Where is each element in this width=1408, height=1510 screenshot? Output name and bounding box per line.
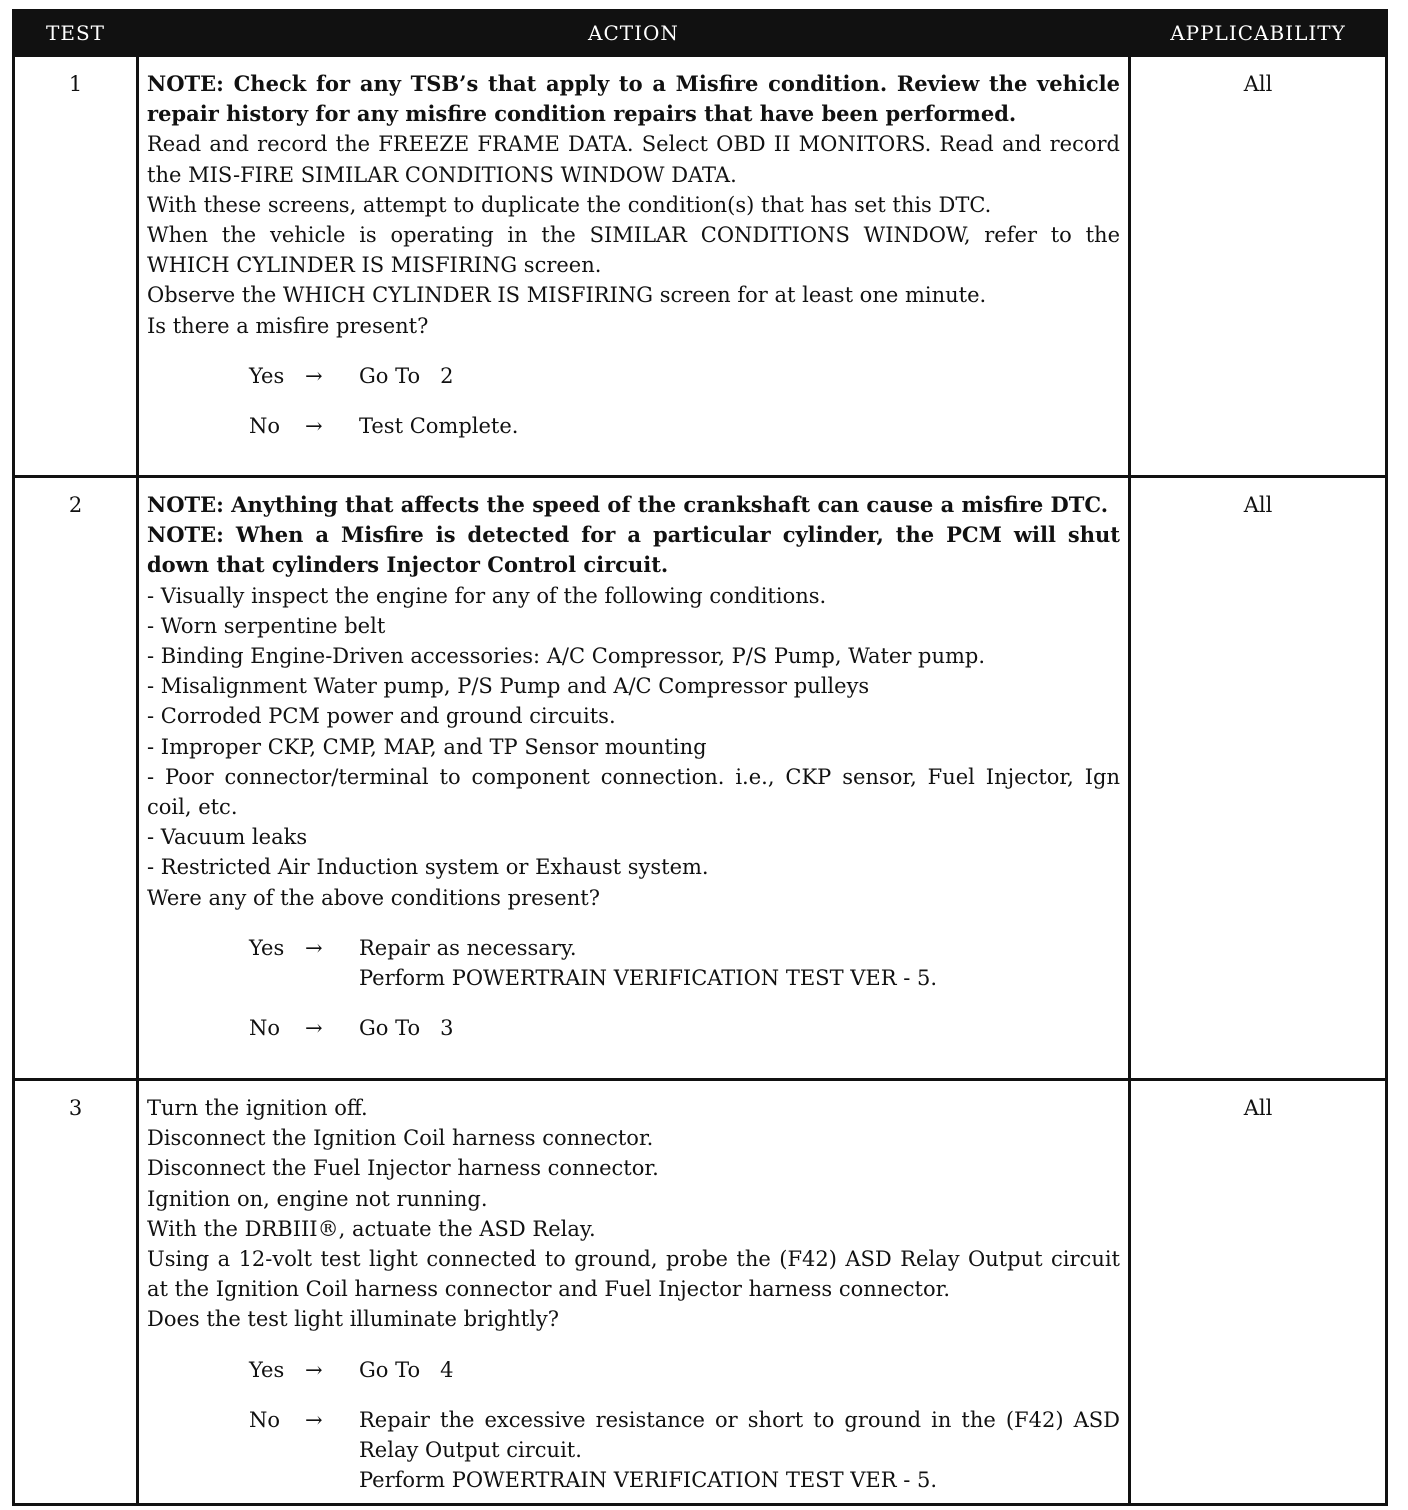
- result-line: Perform POWERTRAIN VERIFICATION TEST VER - 5.: [359, 966, 938, 991]
- result-line: Go To 3: [359, 1016, 454, 1041]
- action-line: - Vacuum leaks: [147, 825, 308, 850]
- note-text: NOTE: Check for any TSB’s that apply to a Misfire condition. Review the vehicle repair history for any misfire condition repairs that have been performed.: [147, 71, 1120, 127]
- result-line: Repair as necessary.: [359, 935, 577, 960]
- result-line: Perform POWERTRAIN VERIFICATION TEST VER - 5.: [359, 1468, 938, 1493]
- action-line: Read and record the FREEZE FRAME DATA. Select OBD II MONITORS. Read and record the MIS-FIRE SIMILAR CONDITIONS WINDOW DATA.: [147, 132, 1120, 187]
- result-text: [359, 411, 1120, 441]
- action-line: Is there a misfire present?: [147, 313, 429, 338]
- action-line: With the DRBIII®, actuate the ASD Relay.: [147, 1216, 596, 1241]
- table-header-row: [14, 11, 1387, 56]
- table-row: [14, 1080, 1387, 1505]
- result-line: Test Complete.: [359, 414, 519, 439]
- result-line: Repair the excessive resistance or short to ground in the (F42) ASD Relay Output circuit.: [359, 1407, 1120, 1463]
- action-line: - Restricted Air Induction system or Exhaust system.: [147, 855, 709, 880]
- arrow-icon: →: [305, 363, 323, 388]
- answer-label: Yes: [249, 935, 285, 960]
- action-line: - Corroded PCM power and ground circuits.: [147, 704, 616, 729]
- arrow-icon: →: [305, 1407, 323, 1432]
- action-line: When the vehicle is operating in the SIMILAR CONDITIONS WINDOW, refer to the WHICH CYLINDER IS MISFIRING screen.: [147, 223, 1120, 278]
- test-number: 2: [14, 477, 138, 1080]
- note-text: NOTE: When a Misfire is detected for a particular cylinder, the PCM will shut down that cylinders Injector Control circuit.: [147, 522, 1120, 578]
- action-line: With these screens, attempt to duplicate the condition(s) that has set this DTC.: [147, 192, 992, 217]
- answer-label: Yes: [249, 363, 285, 388]
- header-test: TEST: [14, 11, 138, 56]
- response-no: [249, 1405, 1120, 1496]
- response-yes: [249, 361, 1120, 391]
- action-cell: [138, 56, 1130, 477]
- answer-label: No: [249, 1407, 281, 1432]
- answer-label: No: [249, 414, 281, 439]
- applicability-cell: All: [1130, 1080, 1387, 1505]
- response-yes: [249, 933, 1120, 993]
- test-number: 1: [14, 56, 138, 477]
- action-line: - Visually inspect the engine for any of the following conditions.: [147, 583, 827, 608]
- response-no: [249, 1013, 1120, 1043]
- result-text: [359, 933, 1120, 993]
- diagnostic-page: [12, 9, 1385, 1506]
- arrow-icon: →: [305, 1016, 323, 1041]
- action-line: - Improper CKP, CMP, MAP, and TP Sensor mounting: [147, 734, 707, 759]
- result-text: [359, 1355, 1120, 1385]
- action-line: Using a 12-volt test light connected to ground, probe the (F42) ASD Relay Output circuit at the Ignition Coil harness connector and Fuel Injector harness connector.: [147, 1247, 1120, 1302]
- action-line: Turn the ignition off.: [147, 1096, 368, 1120]
- action-line: Does the test light illuminate brightly?: [147, 1307, 560, 1332]
- action-line: Observe the WHICH CYLINDER IS MISFIRING screen for at least one minute.: [147, 283, 987, 308]
- applicability-cell: All: [1130, 477, 1387, 1080]
- action-line: - Poor connector/terminal to component connection. i.e., CKP sensor, Fuel Injector, Ign coil, etc.: [147, 764, 1120, 820]
- note-text: NOTE: Anything that affects the speed of the crankshaft can cause a misfire DTC.: [147, 492, 1109, 517]
- action-cell: [138, 477, 1130, 1080]
- action-line: Were any of the above conditions present?: [147, 885, 600, 910]
- action-line: - Misalignment Water pump, P/S Pump and A/C Compressor pulleys: [147, 674, 870, 699]
- test-number: 3: [14, 1080, 138, 1505]
- diagnostic-test-table: [12, 9, 1388, 1506]
- answer-label: Yes: [249, 1357, 285, 1382]
- action-cell: [138, 1080, 1130, 1505]
- action-line: Ignition on, engine not running.: [147, 1186, 488, 1211]
- action-line: Disconnect the Fuel Injector harness connector.: [147, 1156, 659, 1181]
- applicability-cell: All: [1130, 56, 1387, 477]
- answer-label: No: [249, 1016, 281, 1041]
- response-yes: [249, 1355, 1120, 1385]
- header-applicability: APPLICABILITY: [1130, 11, 1387, 56]
- action-line: - Binding Engine-Driven accessories: A/C Compressor, P/S Pump, Water pump.: [147, 644, 986, 669]
- table-row: [14, 56, 1387, 477]
- action-line: Disconnect the Ignition Coil harness connector.: [147, 1126, 654, 1151]
- response-no: [249, 411, 1120, 441]
- result-text: [359, 361, 1120, 391]
- arrow-icon: →: [305, 414, 323, 439]
- result-line: Go To 4: [359, 1357, 454, 1382]
- table-row: [14, 477, 1387, 1080]
- result-text: [359, 1405, 1120, 1496]
- arrow-icon: →: [305, 935, 323, 960]
- arrow-icon: →: [305, 1357, 323, 1382]
- result-text: [359, 1013, 1120, 1043]
- action-line: - Worn serpentine belt: [147, 613, 386, 638]
- result-line: Go To 2: [359, 363, 454, 388]
- header-action: ACTION: [138, 11, 1130, 56]
